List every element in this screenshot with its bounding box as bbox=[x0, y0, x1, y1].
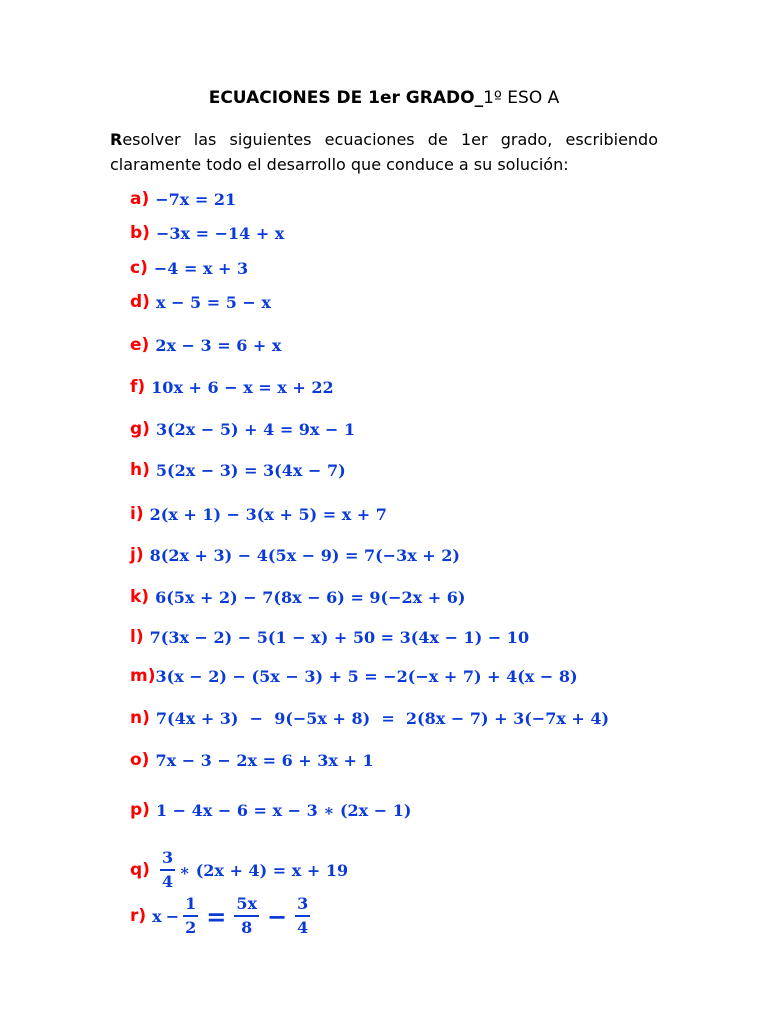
equation-expression: 7x − 3 − 2x = 6 + 3x + 1 bbox=[155, 750, 374, 770]
equation-label: b) bbox=[130, 223, 150, 243]
equation-expression: 7(3x − 2) − 5(1 − x) + 50 = 3(4x − 1) − 10 bbox=[149, 627, 530, 647]
equation-expression: 8(2x + 3) − 4(5x − 9) = 7(−3x + 2) bbox=[149, 545, 460, 565]
fraction bbox=[183, 895, 198, 937]
equation-expression: 6(5x + 2) − 7(8x − 6) = 9(−2x + 6) bbox=[155, 587, 466, 607]
fraction bbox=[234, 895, 259, 937]
equation-e bbox=[130, 333, 281, 357]
equation-a bbox=[130, 187, 236, 211]
equation-label: c) bbox=[130, 258, 148, 278]
fraction bbox=[295, 895, 310, 937]
equation-f bbox=[130, 375, 334, 399]
equation-label: f) bbox=[130, 377, 146, 397]
equation-r bbox=[130, 894, 314, 938]
equation-k bbox=[130, 585, 465, 609]
minus-sign: − bbox=[267, 901, 288, 931]
equation-expression: x − 5 = 5 − x bbox=[155, 292, 271, 312]
equation-label: l) bbox=[130, 627, 144, 647]
equation-label: i) bbox=[130, 504, 144, 524]
equation-label: a) bbox=[130, 189, 150, 209]
equation-expression: 10x + 6 − x = x + 22 bbox=[151, 377, 334, 397]
fraction-numerator: 1 bbox=[183, 895, 198, 917]
title-bold: ECUACIONES DE 1er GRADO_ bbox=[208, 88, 484, 108]
equation-expression: −3x = −14 + x bbox=[155, 223, 285, 243]
equation-label: e) bbox=[130, 335, 150, 355]
equation-remainder: ∗ (2x + 4) = x + 19 bbox=[179, 860, 349, 880]
equation-b bbox=[130, 221, 284, 245]
minus-sign: − bbox=[165, 906, 180, 926]
equation-expression: −4 = x + 3 bbox=[153, 258, 249, 278]
equation-label: n) bbox=[130, 708, 150, 728]
equation-q bbox=[130, 848, 348, 892]
equation-label: q) bbox=[130, 860, 150, 880]
equation-m bbox=[130, 664, 578, 688]
equation-expression: 1 − 4x − 6 = x − 3 ∗ (2x − 1) bbox=[155, 800, 412, 820]
fraction-denominator: 8 bbox=[241, 918, 253, 937]
fraction-numerator: 3 bbox=[160, 849, 175, 871]
equation-label: j) bbox=[130, 545, 144, 565]
instructions-text: esolver las siguientes ecuaciones de 1er grado, escribiendo claramente todo el desarrollo que conduce a su solución: bbox=[110, 130, 658, 174]
equation-expression bbox=[156, 849, 348, 891]
fraction-denominator: 4 bbox=[161, 872, 174, 891]
equation-n bbox=[130, 706, 609, 730]
equals-sign: = bbox=[206, 901, 227, 931]
fraction bbox=[160, 849, 175, 891]
equation-label: h) bbox=[130, 460, 150, 480]
equation-expression: −7x = 21 bbox=[155, 189, 237, 209]
equation-expression: 3(x − 2) − (5x − 3) + 5 = −2(−x + 7) + 4(x − 8) bbox=[155, 666, 578, 686]
equation-label: m) bbox=[130, 666, 156, 686]
fraction-denominator: 2 bbox=[185, 918, 197, 937]
equation-expression bbox=[152, 895, 314, 937]
equation-expression: 7(4x + 3) − 9(−5x + 8) = 2(8x − 7) + 3(−7x + 4) bbox=[155, 708, 610, 728]
instructions bbox=[110, 127, 658, 177]
equation-label: o) bbox=[130, 750, 150, 770]
equation-o bbox=[130, 748, 374, 772]
page-title bbox=[0, 88, 768, 108]
fraction-numerator: 5x bbox=[234, 895, 259, 917]
equation-label: r) bbox=[130, 906, 147, 926]
equation-h bbox=[130, 458, 346, 482]
equation-expression: 2(x + 1) − 3(x + 5) = x + 7 bbox=[149, 504, 387, 524]
equation-i bbox=[130, 502, 387, 526]
instructions-initial: R bbox=[110, 130, 123, 149]
equation-expression: 5(2x − 3) = 3(4x − 7) bbox=[155, 460, 346, 480]
equation-j bbox=[130, 543, 460, 567]
equation-label: k) bbox=[130, 587, 150, 607]
fraction-denominator: 4 bbox=[297, 918, 309, 937]
fraction-numerator: 3 bbox=[295, 895, 310, 917]
title-rest: 1º ESO A bbox=[483, 88, 560, 108]
equation-label: p) bbox=[130, 800, 150, 820]
variable-x: x bbox=[152, 906, 162, 926]
equation-l bbox=[130, 625, 529, 649]
equation-expression: 3(2x − 5) + 4 = 9x − 1 bbox=[155, 419, 356, 439]
equation-d bbox=[130, 290, 271, 314]
equation-label: g) bbox=[130, 419, 150, 439]
equation-expression: 2x − 3 = 6 + x bbox=[155, 335, 282, 355]
equation-g bbox=[130, 417, 355, 441]
equation-p bbox=[130, 798, 411, 822]
equation-c bbox=[130, 256, 248, 280]
equation-label: d) bbox=[130, 292, 150, 312]
